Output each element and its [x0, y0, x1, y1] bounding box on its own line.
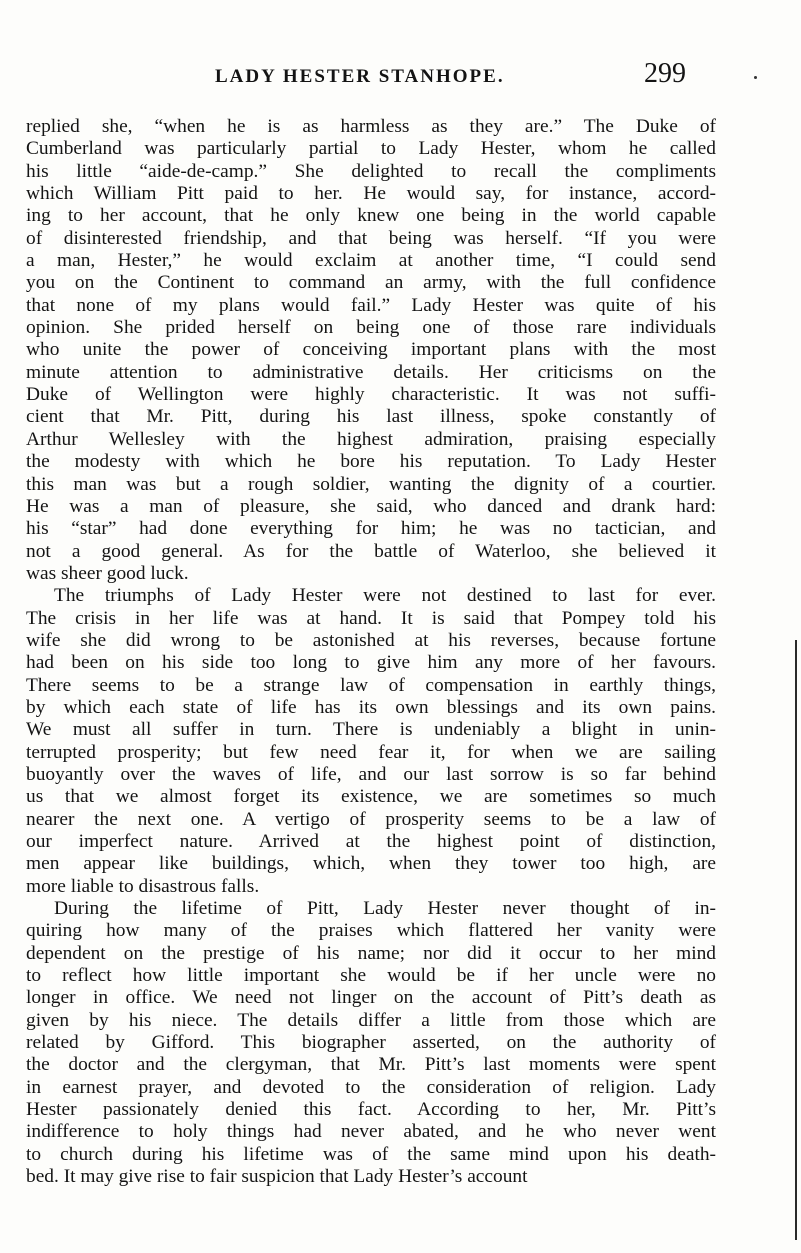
paragraph — [26, 898, 716, 1188]
text-line: The triumphs of Lady Hester were not destined to last for ever. — [54, 585, 716, 607]
text-line: men appear like buildings, which, when they tower too high, are — [26, 853, 716, 875]
paragraph — [26, 585, 716, 898]
text-line: who unite the power of conceiving important plans with the most — [26, 339, 716, 361]
text-line: Arthur Wellesley with the highest admiration, praising especially — [26, 428, 716, 450]
text-line: in earnest prayer, and devoted to the consideration of religion. Lady — [26, 1076, 716, 1098]
text-line: us that we almost forget its existence, we are sometimes so much — [26, 786, 716, 808]
text-line: his little “aide-de-camp.” She delighted to recall the compliments — [26, 160, 716, 182]
text-line: longer in office. We need not linger on the account of Pitt’s death as — [26, 987, 716, 1009]
text-line: ing to her account, that he only knew one being in the world capable — [26, 205, 716, 227]
text-line: dependent on the prestige of his name; nor did it occur to her mind — [26, 942, 716, 964]
text-line: given by his niece. The details differ a little from those which are — [26, 1009, 716, 1031]
text-line: more liable to disastrous falls. — [26, 875, 260, 897]
text-line: by which each state of life has its own blessings and its own pains. — [26, 696, 716, 718]
text-line: buoyantly over the waves of life, and our last sorrow is so far behind — [26, 763, 716, 785]
text-line: the doctor and the clergyman, that Mr. Pitt’s last moments were spent — [26, 1054, 716, 1076]
text-line: terrupted prosperity; but few need fear it, for when we are sailing — [26, 741, 716, 763]
text-line: quiring how many of the praises which flattered her vanity were — [26, 920, 716, 942]
text-line: this man was but a rough soldier, wanting the dignity of a courtier. — [26, 473, 716, 495]
text-line: The crisis in her life was at hand. It is said that Pompey told his — [26, 607, 716, 629]
text-line: to reflect how little important she would be if her uncle were no — [26, 965, 716, 987]
paragraph — [26, 116, 716, 585]
page-edge — [795, 640, 797, 1240]
text-line: During the lifetime of Pitt, Lady Hester never thought of in- — [54, 898, 716, 920]
text-line: a man, Hester,” he would exclaim at another time, “I could send — [26, 250, 716, 272]
text-line: Hester passionately denied this fact. According to her, Mr. Pitt’s — [26, 1099, 716, 1121]
text-line: the modesty with which he bore his reputation. To Lady Hester — [26, 451, 716, 473]
text-line: indifference to holy things had never abated, and he who never went — [26, 1121, 716, 1143]
text-line: which William Pitt paid to her. He would say, for instance, accord- — [26, 183, 716, 205]
text-line: that none of my plans would fail.” Lady Hester was quite of his — [26, 294, 716, 316]
text-line: nearer the next one. A vertigo of prosperity seems to be a law of — [26, 808, 716, 830]
text-line: Duke of Wellington were highly characteristic. It was not suffi- — [26, 384, 716, 406]
text-line: replied she, “when he is as harmless as they are.” The Duke of — [26, 116, 716, 137]
text-line: his “star” had done everything for him; he was no tactician, and — [26, 518, 716, 540]
text-line: of disinterested friendship, and that being was herself. “If you were — [26, 227, 716, 249]
text-line: He was a man of pleasure, she said, who danced and drank hard: — [26, 495, 716, 517]
page-header — [0, 58, 801, 92]
text-line: was sheer good luck. — [26, 562, 189, 584]
text-line: had been on his side too long to give him any more of her favours. — [26, 652, 716, 674]
text-line: to church during his lifetime was of the same mind upon his death- — [26, 1143, 716, 1165]
text-line: you on the Continent to command an army, with the full confidence — [26, 272, 716, 294]
text-line: Cumberland was particularly partial to Lady Hester, whom he called — [26, 138, 716, 160]
text-line: cient that Mr. Pitt, during his last illness, spoke constantly of — [26, 406, 716, 428]
ink-speck — [754, 76, 757, 79]
text-line: opinion. She prided herself on being one of those rare individuals — [26, 317, 716, 339]
text-line: wife she did wrong to be astonished at his reverses, because fortune — [26, 629, 716, 651]
text-line: There seems to be a strange law of compensation in earthly things, — [26, 674, 716, 696]
text-line: bed. It may give rise to fair suspicion that Lady Hester’s account — [26, 1166, 528, 1188]
text-line: related by Gifford. This biographer asserted, on the authority of — [26, 1032, 716, 1054]
text-line: our imperfect nature. Arrived at the highest point of distinction, — [26, 831, 716, 852]
page-number: 299 — [644, 58, 686, 89]
body-text — [26, 116, 716, 1189]
text-line: not a good general. As for the battle of Waterloo, she believed it — [26, 540, 716, 562]
text-line: We must all suffer in turn. There is undeniably a blight in unin- — [26, 719, 716, 741]
text-line: minute attention to administrative details. Her criticisms on the — [26, 361, 716, 383]
running-title: LADY HESTER STANHOPE. — [215, 66, 505, 87]
